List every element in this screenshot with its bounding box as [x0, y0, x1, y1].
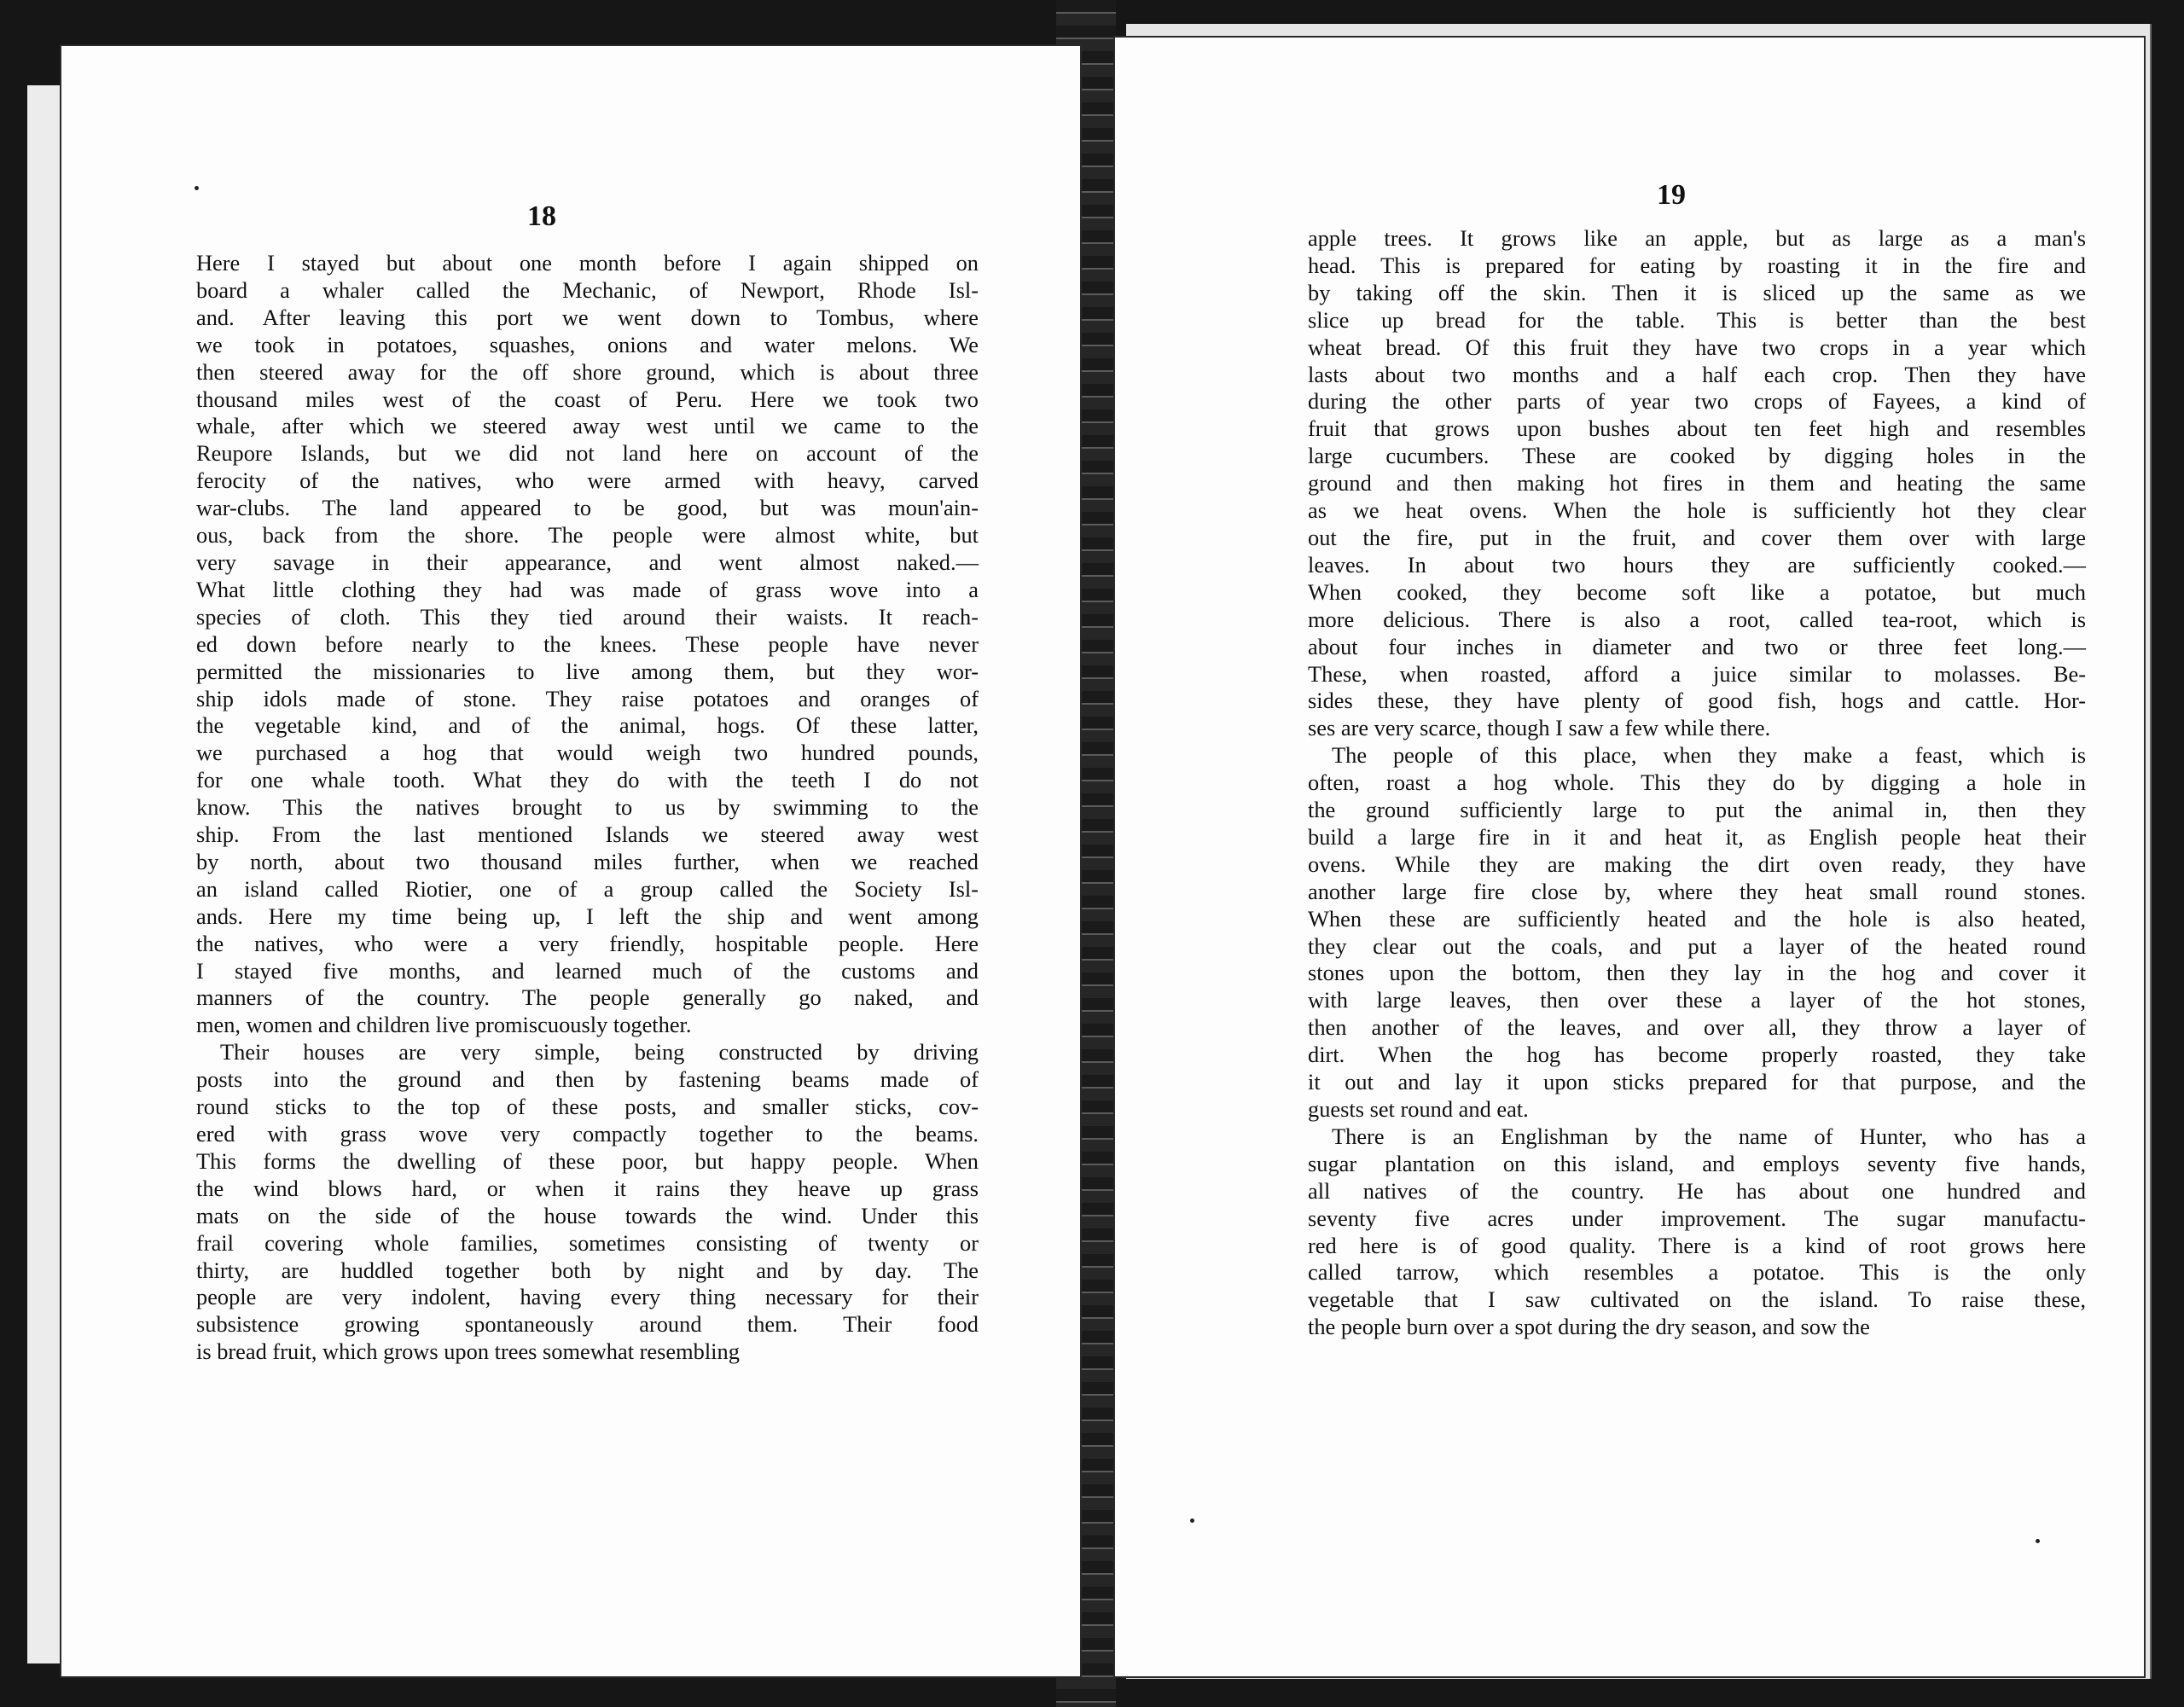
text-line: ovens. While they are making the dirt oven ready, they have — [1308, 851, 2086, 877]
text-line: guests set round and eat. — [1308, 1096, 1529, 1122]
text-line: men, women and children live promiscuously together. — [196, 1012, 692, 1038]
scan-speck — [195, 186, 199, 190]
page-number-right: 19 — [1657, 179, 1686, 211]
text-line: seventy five acres under improvement. The sugar manufactu- — [1308, 1205, 2086, 1231]
text-line: ship idols made of stone. They raise potatoes and oranges of — [196, 685, 979, 711]
text-line: mats on the side of the house towards the wind. Under this — [196, 1202, 979, 1228]
text-line: stones upon the bottom, then they lay in the hog and cover it — [1308, 960, 2086, 986]
text-line: as we heat ovens. When the hole is sufficiently hot they clear — [1308, 497, 2086, 524]
text-line: often, roast a hog whole. This they do by digging a hole in — [1308, 769, 2086, 796]
text-line: leaves. In about two hours they are sufficiently cooked.— — [1308, 551, 2086, 578]
text-line: then steered away for the off shore ground, which is about three — [196, 358, 979, 385]
text-line: sides these, they have plenty of good fish, hogs and cattle. Hor- — [1308, 688, 2086, 714]
text-line: When these are sufficiently heated and the hole is also heated, — [1308, 905, 2086, 932]
text-line: red here is of good quality. There is a kind of root grows here — [1308, 1232, 2086, 1258]
text-line: manners of the country. The people generally go naked, and — [196, 984, 979, 1011]
text-line: This forms the dwelling of these poor, but happy people. When — [196, 1147, 979, 1174]
text-line: sugar plantation on this island, and employs seventy five hands, — [1308, 1150, 2086, 1176]
text-line: very savage in their appearance, and went almost naked.— — [196, 549, 979, 575]
text-line: and. After leaving this port we went down to Tombus, where — [196, 304, 979, 330]
text-line: the natives, who were a very friendly, hospitable people. Here — [196, 930, 979, 956]
text-line: the wind blows hard, or when it rains they heave up grass — [196, 1175, 979, 1201]
text-line: is bread fruit, which grows upon trees somewhat resembling — [196, 1338, 740, 1365]
text-line: apple trees. It grows like an apple, but as large as a man's — [1308, 225, 2086, 251]
text-line: permitted the missionaries to live among them, but they wor- — [196, 658, 979, 684]
text-line: with large leaves, then over these a layer of the hot stones, — [1308, 987, 2086, 1013]
text-line: ous, back from the shore. The people were almost white, but — [196, 522, 979, 549]
right-page — [1113, 36, 2146, 1678]
text-line: the people burn over a spot during the dry season, and sow the — [1308, 1314, 1870, 1340]
text-line: Here I stayed but about one month before I again shipped on — [196, 250, 979, 276]
text-line: head. This is prepared for eating by roasting it in the fire and — [1308, 252, 2086, 278]
text-line: out the fire, put in the fruit, and cover them over with large — [1308, 524, 2086, 550]
text-line: species of cloth. This they tied around their waists. It reach- — [196, 603, 979, 630]
text-line: subsistence growing spontaneously around them. Their food — [196, 1311, 979, 1338]
text-line: What little clothing they had was made of grass wove into a — [196, 576, 979, 602]
text-line: an island called Riotier, one of a group called the Society Isl- — [196, 875, 979, 902]
text-line: thousand miles west of the coast of Peru. Here we took two — [196, 386, 979, 412]
text-line: war-clubs. The land appeared to be good, but was moun'ain- — [196, 495, 979, 521]
text-line: then another of the leaves, and over all, they throw a layer of — [1308, 1014, 2086, 1041]
text-line: board a whaler called the Mechanic, of Newport, Rhode Isl- — [196, 276, 979, 303]
text-line: wheat bread. Of this fruit they have two crops in a year which — [1308, 334, 2086, 360]
text-line: lasts about two months and a half each crop. Then they have — [1308, 361, 2086, 387]
left-page — [60, 44, 1082, 1678]
text-line: large cucumbers. These are cooked by digging holes in the — [1308, 443, 2086, 469]
text-line: we purchased a hog that would weigh two hundred pounds, — [196, 740, 979, 766]
text-line: I stayed five months, and learned much of the customs and — [196, 957, 979, 984]
text-line: There is an Englishman by the name of Hunter, who has a — [1332, 1123, 2086, 1149]
text-line: another large fire close by, where they heat small round stones. — [1308, 878, 2086, 904]
scan-speck — [2036, 1539, 2040, 1543]
text-line: called tarrow, which resembles a potatoe. This is the only — [1308, 1259, 2086, 1286]
left-page-text — [196, 250, 979, 1366]
text-line: the ground sufficiently large to put the animal in, then they — [1308, 797, 2086, 823]
text-line: it out and lay it upon sticks prepared for that purpose, and the — [1308, 1069, 2086, 1095]
text-line: by taking off the skin. Then it is sliced up the same as we — [1308, 279, 2086, 305]
page-number-left: 18 — [527, 200, 556, 232]
text-line: ands. Here my time being up, I left the ship and went among — [196, 903, 979, 929]
text-line: during the other parts of year two crops of Fayees, a kind of — [1308, 388, 2086, 415]
text-line: ered with grass wove very compactly together to the beams. — [196, 1121, 979, 1147]
text-line: Reupore Islands, but we did not land here on account of the — [196, 440, 979, 467]
text-line: about four inches in diameter and two or three feet long.— — [1308, 633, 2086, 659]
text-line: The people of this place, when they make a feast, which is — [1332, 742, 2086, 769]
text-line: vegetable that I saw cultivated on the island. To raise these, — [1308, 1286, 2086, 1313]
text-line: Their houses are very simple, being constructed by driving — [220, 1039, 979, 1065]
text-line: people are very indolent, having every thing necessary for their — [196, 1284, 979, 1310]
text-line: ground and then making hot fires in them and heating the same — [1308, 470, 2086, 496]
text-line: ship. From the last mentioned Islands we steered away west — [196, 822, 979, 848]
text-line: ed down before nearly to the knees. These people have never — [196, 630, 979, 657]
text-line: ses are very scarce, though I saw a few while there. — [1308, 715, 1771, 741]
text-line: dirt. When the hog has become properly roasted, they take — [1308, 1042, 2086, 1068]
text-line: for one whale tooth. What they do with the teeth I do not — [196, 767, 979, 793]
text-line: thirty, are huddled together both by night and by day. The — [196, 1257, 979, 1283]
text-line: whale, after which we steered away west until we came to the — [196, 413, 979, 439]
text-line: ferocity of the natives, who were armed with heavy, carved — [196, 467, 979, 494]
text-line: When cooked, they become soft like a potatoe, but much — [1308, 578, 2086, 605]
text-line: frail covering whole families, sometimes consisting of twenty or — [196, 1229, 979, 1256]
text-line: fruit that grows upon bushes about ten feet high and resembles — [1308, 415, 2086, 442]
text-line: more delicious. There is also a root, called tea-root, which is — [1308, 606, 2086, 632]
text-line: they clear out the coals, and put a layer of the heated round — [1308, 932, 2086, 959]
text-line: These, when roasted, afford a juice similar to molasses. Be- — [1308, 660, 2086, 687]
text-line: all natives of the country. He has about one hundred and — [1308, 1177, 2086, 1204]
text-line: know. This the natives brought to us by swimming to the — [196, 794, 979, 821]
text-line: we took in potatoes, squashes, onions and water melons. We — [196, 331, 979, 357]
text-line: slice up bread for the table. This is better than the best — [1308, 306, 2086, 333]
text-line: posts into the ground and then by fastening beams made of — [196, 1066, 979, 1093]
text-line: the vegetable kind, and of the animal, hogs. Of these latter, — [196, 712, 979, 739]
text-line: build a large fire in it and heat it, as English people heat their — [1308, 823, 2086, 850]
scan-speck — [1190, 1518, 1194, 1523]
text-line: by north, about two thousand miles further, when we reached — [196, 848, 979, 874]
text-line: round sticks to the top of these posts, and smaller sticks, cov- — [196, 1094, 979, 1120]
right-page-text — [1308, 225, 2086, 1341]
